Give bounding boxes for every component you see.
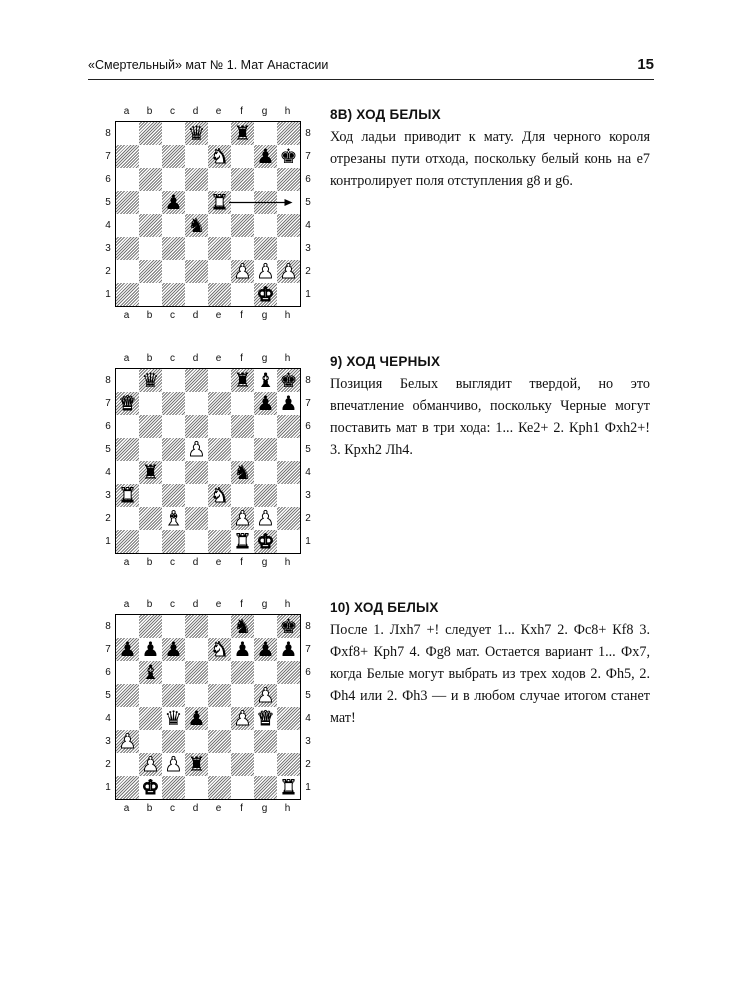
problem-heading: 9) ХОД ЧЕРНЫХ [330,354,441,369]
rank-label-left: 8 [105,375,111,386]
rank-label-left: 3 [105,736,111,747]
black-bishop-icon: ♝ [256,368,275,392]
rank-label-left: 2 [105,266,111,277]
white-pawn-icon: ♟ [164,752,183,776]
light-square [208,415,231,438]
rank-label-right: 7 [305,398,311,409]
rank-label-left: 6 [105,667,111,678]
light-square [162,369,185,392]
file-label-bottom: f [240,310,243,321]
white-pawn-icon: ♟ [279,259,298,283]
light-square [162,415,185,438]
file-label-top: d [192,106,199,117]
black-knight-icon: ♞ [187,213,206,237]
black-pawn-icon: ♟ [256,144,275,168]
light-square [277,484,300,507]
rank-label-left: 3 [105,243,111,254]
dark-square [162,438,185,461]
light-square [116,707,139,730]
file-label-top: b [146,353,153,364]
header-title: «Смертельный» мат № 1. Мат Анастасии [88,58,329,72]
file-label-bottom: c [170,310,175,321]
light-square [139,438,162,461]
dark-square [185,507,208,530]
dark-square [162,392,185,415]
black-king-icon: ♚ [279,614,298,638]
light-square [116,615,139,638]
file-label-top: e [215,599,222,610]
dark-square [139,707,162,730]
rank-label-right: 3 [305,243,311,254]
light-square [277,438,300,461]
file-label-top: b [146,599,153,610]
file-label-bottom: h [284,803,291,814]
dark-square [116,776,139,799]
file-label-top: h [284,599,291,610]
dark-square [208,776,231,799]
light-square [116,753,139,776]
file-label-top: a [123,106,130,117]
file-label-top: h [284,353,291,364]
problem-text: Позиция Белых выглядит твердой, но это впечатление обманчиво, поскольку Черные могут поставить мат в три хода: 1... Ке2+ 2. Крh1 Фxh2+! 3. Крxh2 Лh4. [330,376,650,458]
file-label-bottom: g [261,557,268,568]
chess-board [115,614,301,800]
dark-square [208,684,231,707]
rank-label-left: 4 [105,467,111,478]
rank-label-left: 4 [105,220,111,231]
problem-9 [330,354,650,461]
rank-label-right: 6 [305,667,311,678]
rank-label-right: 3 [305,490,311,501]
rank-label-left: 5 [105,444,111,455]
running-header [88,56,654,78]
light-square [139,484,162,507]
light-square [116,461,139,484]
light-square [254,661,277,684]
dark-square [139,415,162,438]
file-label-top: f [240,353,243,364]
file-label-bottom: b [146,310,153,321]
chess-diagram-8b [105,105,311,321]
light-square [254,615,277,638]
white-pawn-icon: ♟ [187,437,206,461]
black-rook-icon: ♜ [141,460,160,484]
black-knight-icon: ♞ [233,460,252,484]
dark-square [254,730,277,753]
dark-square [277,661,300,684]
light-square [185,638,208,661]
rank-label-left: 6 [105,421,111,432]
light-square [208,461,231,484]
light-square [116,369,139,392]
rank-label-right: 4 [305,467,311,478]
white-pawn-icon: ♟ [141,752,160,776]
dark-square [162,484,185,507]
white-pawn-icon: ♟ [256,683,275,707]
rank-label-left: 5 [105,197,111,208]
rank-label-left: 5 [105,690,111,701]
light-square [277,684,300,707]
file-label-bottom: e [215,803,222,814]
rank-label-right: 2 [305,266,311,277]
light-square [254,415,277,438]
dark-square [208,730,231,753]
black-knight-icon: ♞ [233,614,252,638]
light-square [277,530,300,553]
light-square [231,392,254,415]
rank-label-left: 7 [105,151,111,162]
dark-square [277,461,300,484]
dark-square [277,507,300,530]
page-number: 15 [637,56,654,73]
light-square [116,415,139,438]
rank-label-right: 7 [305,151,311,162]
light-square [162,461,185,484]
light-square [208,615,231,638]
light-square [208,507,231,530]
file-label-top: d [192,353,199,364]
dark-square [208,530,231,553]
file-label-top: a [123,599,130,610]
rank-label-right: 4 [305,220,311,231]
white-knight-icon: ♞ [210,637,229,661]
dark-square [208,438,231,461]
black-rook-icon: ♜ [233,368,252,392]
file-label-bottom: e [215,310,222,321]
rank-label-right: 1 [305,782,311,793]
rank-label-right: 4 [305,713,311,724]
light-square [139,684,162,707]
file-label-bottom: b [146,557,153,568]
white-queen-icon: ♛ [118,391,137,415]
rank-label-right: 1 [305,289,311,300]
white-knight-icon: ♞ [210,144,229,168]
dark-square [254,438,277,461]
light-square [231,484,254,507]
problem-10 [330,600,650,729]
white-rook-icon: ♜ [210,190,229,214]
file-label-bottom: f [240,557,243,568]
rank-label-right: 6 [305,174,311,185]
black-bishop-icon: ♝ [141,660,160,684]
dark-square [231,661,254,684]
light-square [185,776,208,799]
light-square [254,753,277,776]
light-square [139,730,162,753]
white-rook-icon: ♜ [279,775,298,799]
dark-square [277,707,300,730]
black-pawn-icon: ♟ [256,391,275,415]
black-pawn-icon: ♟ [256,637,275,661]
rank-label-right: 2 [305,759,311,770]
black-pawn-icon: ♟ [279,391,298,415]
black-rook-icon: ♜ [233,121,252,145]
rank-label-right: 5 [305,690,311,701]
dark-square [231,753,254,776]
white-rook-icon: ♜ [118,483,137,507]
black-king-icon: ♚ [279,144,298,168]
chess-board [115,121,301,307]
dark-square [185,415,208,438]
dark-square [162,530,185,553]
rank-label-right: 1 [305,536,311,547]
file-label-top: d [192,599,199,610]
rank-label-right: 5 [305,197,311,208]
file-label-bottom: e [215,557,222,568]
dark-square [231,415,254,438]
file-label-top: c [170,106,175,117]
white-pawn-icon: ♟ [233,506,252,530]
file-label-top: g [261,599,268,610]
file-label-bottom: d [192,557,199,568]
white-king-icon: ♚ [256,282,275,306]
problem-8b [330,107,650,192]
rank-label-right: 2 [305,513,311,524]
light-square [254,461,277,484]
white-pawn-icon: ♟ [233,706,252,730]
white-pawn-icon: ♟ [256,506,275,530]
white-king-icon: ♚ [141,775,160,799]
black-queen-icon: ♛ [141,368,160,392]
rank-label-left: 6 [105,174,111,185]
light-square [208,369,231,392]
black-pawn-icon: ♟ [187,706,206,730]
light-square [208,753,231,776]
black-pawn-icon: ♟ [164,190,183,214]
file-label-bottom: a [123,310,130,321]
light-square [116,661,139,684]
black-pawn-icon: ♟ [164,637,183,661]
light-square [116,507,139,530]
problem-text: После 1. Лxh7 +! следует 1... Кxh7 2. Фc8+ Кf8 3. Фxf8+ Крh7 4. Фg8 мат. Остается вариант 1... Фx7, когда Белые могут выбрать из трех ходов 2. Фh5, 2. Фh4 или 2. Фh3 — и в любом случае итогом станет мат! [330,622,650,726]
dark-square [116,530,139,553]
problem-heading: 8В) ХОД БЕЛЫХ [330,107,441,122]
dark-square [185,661,208,684]
white-king-icon: ♚ [256,529,275,553]
light-square [231,684,254,707]
file-label-top: f [240,106,243,117]
light-square [231,730,254,753]
dark-square [185,615,208,638]
rank-label-left: 1 [105,289,111,300]
rank-label-left: 3 [105,490,111,501]
file-label-top: f [240,599,243,610]
header-rule [88,79,654,80]
rank-label-left: 1 [105,536,111,547]
white-bishop-icon: ♝ [164,506,183,530]
dark-square [116,684,139,707]
white-knight-icon: ♞ [210,483,229,507]
dark-square [139,615,162,638]
black-pawn-icon: ♟ [233,637,252,661]
chess-board [115,368,301,554]
file-label-top: e [215,353,222,364]
file-label-top: e [215,106,222,117]
file-label-bottom: a [123,557,130,568]
problem-heading: 10) ХОД БЕЛЫХ [330,600,439,615]
file-label-bottom: c [170,557,175,568]
dark-square [162,730,185,753]
black-queen-icon: ♛ [164,706,183,730]
black-pawn-icon: ♟ [141,637,160,661]
white-queen-icon: ♛ [256,706,275,730]
rank-label-left: 1 [105,782,111,793]
rank-label-right: 8 [305,128,311,139]
move-arrow-icon [116,122,300,306]
file-label-top: g [261,353,268,364]
light-square [185,684,208,707]
rank-label-left: 4 [105,713,111,724]
light-square [185,484,208,507]
dark-square [162,776,185,799]
file-label-bottom: c [170,803,175,814]
black-king-icon: ♚ [279,368,298,392]
light-square [139,392,162,415]
rank-label-right: 5 [305,444,311,455]
rank-label-right: 6 [305,421,311,432]
light-square [185,392,208,415]
dark-square [116,438,139,461]
rank-label-left: 2 [105,759,111,770]
light-square [231,776,254,799]
light-square [162,615,185,638]
white-pawn-icon: ♟ [233,259,252,283]
file-label-top: a [123,353,130,364]
rank-label-left: 2 [105,513,111,524]
file-label-bottom: g [261,310,268,321]
dark-square [139,507,162,530]
dark-square [277,753,300,776]
file-label-bottom: a [123,803,130,814]
white-rook-icon: ♜ [233,529,252,553]
white-pawn-icon: ♟ [256,259,275,283]
black-pawn-icon: ♟ [279,637,298,661]
rank-label-right: 7 [305,644,311,655]
dark-square [254,484,277,507]
rank-label-left: 8 [105,621,111,632]
file-label-top: h [284,106,291,117]
file-label-bottom: h [284,310,291,321]
file-label-bottom: b [146,803,153,814]
rank-label-right: 8 [305,621,311,632]
rank-label-right: 8 [305,375,311,386]
chess-diagram-10 [105,598,311,814]
chess-diagram-9 [105,352,311,568]
light-square [208,707,231,730]
rank-label-right: 3 [305,736,311,747]
file-label-bottom: f [240,803,243,814]
file-label-top: b [146,106,153,117]
file-label-bottom: h [284,557,291,568]
light-square [185,730,208,753]
file-label-bottom: d [192,310,199,321]
dark-square [254,776,277,799]
dark-square [208,392,231,415]
white-pawn-icon: ♟ [118,729,137,753]
light-square [208,661,231,684]
rank-label-left: 7 [105,398,111,409]
light-square [231,438,254,461]
file-label-top: g [261,106,268,117]
file-label-top: c [170,599,175,610]
black-queen-icon: ♛ [187,121,206,145]
dark-square [185,461,208,484]
rank-label-left: 7 [105,644,111,655]
dark-square [185,369,208,392]
black-rook-icon: ♜ [187,752,206,776]
light-square [277,730,300,753]
file-label-bottom: g [261,803,268,814]
light-square [185,530,208,553]
light-square [162,661,185,684]
black-pawn-icon: ♟ [118,637,137,661]
light-square [139,530,162,553]
rank-label-left: 8 [105,128,111,139]
file-label-bottom: d [192,803,199,814]
dark-square [277,415,300,438]
problem-text: Ход ладьи приводит к мату. Для черного короля отрезаны пути отхода, поскольку белый конь на e7 контролирует поля отступления g8 и g6. [330,129,650,189]
file-label-top: c [170,353,175,364]
dark-square [162,684,185,707]
